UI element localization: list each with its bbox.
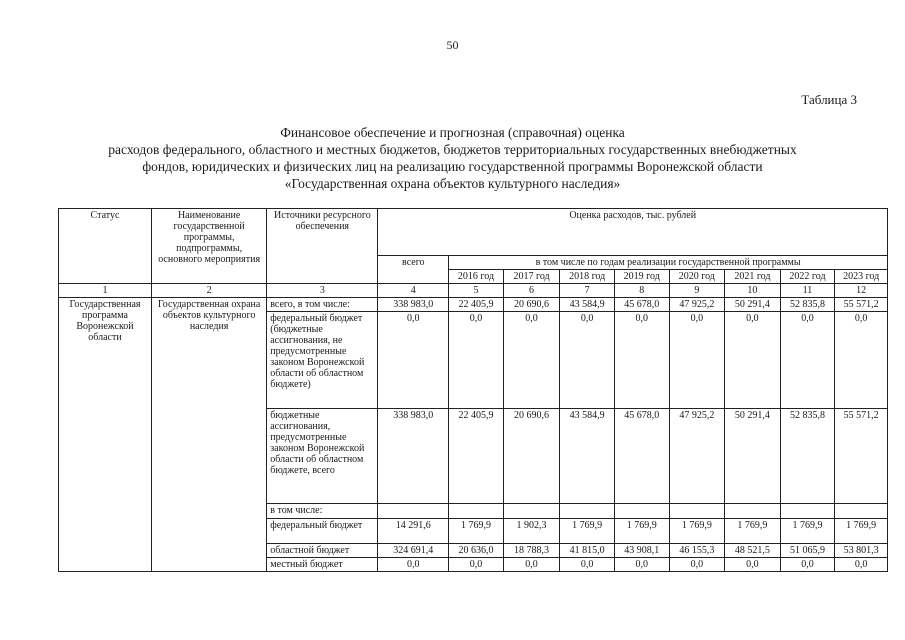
value-cell <box>780 504 835 519</box>
column-number: 1 <box>59 284 152 298</box>
value-cell: 53 801,3 <box>835 544 888 558</box>
column-number: 12 <box>835 284 888 298</box>
header-year: 2019 год <box>614 270 669 284</box>
value-cell: 51 065,9 <box>780 544 835 558</box>
column-number: 8 <box>614 284 669 298</box>
value-cell: 0,0 <box>449 558 504 572</box>
value-cell: 43 908,1 <box>614 544 669 558</box>
value-cell: 52 835,8 <box>780 409 835 504</box>
value-cell: 0,0 <box>449 312 504 409</box>
value-cell: 20 690,6 <box>503 409 560 504</box>
value-cell: 0,0 <box>560 558 615 572</box>
header-year: 2021 год <box>725 270 781 284</box>
value-cell: 0,0 <box>560 312 615 409</box>
source-cell: бюджетные ассигнования, предусмотренные законом Воронежской области об областном бюджете, всего <box>267 409 378 504</box>
column-number: 2 <box>152 284 267 298</box>
header-status: Статус <box>59 209 152 284</box>
value-cell <box>835 504 888 519</box>
source-cell: областной бюджет <box>267 544 378 558</box>
value-cell: 22 405,9 <box>449 409 504 504</box>
title-line: расходов федерального, областного и местных бюджетов, бюджетов территориальных государственных внебюджетных <box>108 142 797 157</box>
total-cell: 14 291,6 <box>378 519 449 544</box>
value-cell: 0,0 <box>725 312 781 409</box>
table-label: Таблица 3 <box>801 92 857 107</box>
value-cell: 1 769,9 <box>835 519 888 544</box>
value-cell: 50 291,4 <box>725 298 781 312</box>
value-cell: 52 835,8 <box>780 298 835 312</box>
value-cell: 0,0 <box>669 312 725 409</box>
value-cell: 1 769,9 <box>669 519 725 544</box>
total-cell <box>378 504 449 519</box>
title-line: «Государственная охрана объектов культурного наследия» <box>284 176 621 191</box>
value-cell: 43 584,9 <box>560 298 615 312</box>
header-by-years: в том числе по годам реализации государственной программы <box>449 256 888 270</box>
value-cell: 41 815,0 <box>560 544 615 558</box>
value-cell: 55 571,2 <box>835 298 888 312</box>
title-line: Финансовое обеспечение и прогнозная (справочная) оценка <box>280 125 625 140</box>
column-number: 11 <box>780 284 835 298</box>
column-number: 4 <box>378 284 449 298</box>
value-cell: 0,0 <box>503 312 560 409</box>
header-year: 2023 год <box>835 270 888 284</box>
value-cell: 1 769,9 <box>449 519 504 544</box>
source-cell: всего, в том числе: <box>267 298 378 312</box>
value-cell: 0,0 <box>835 312 888 409</box>
header-name: Наименование государственной программы, подпрограммы, основного мероприятия <box>152 209 267 284</box>
source-cell: федеральный бюджет <box>267 519 378 544</box>
value-cell: 0,0 <box>835 558 888 572</box>
value-cell: 1 769,9 <box>560 519 615 544</box>
column-number: 10 <box>725 284 781 298</box>
value-cell: 1 769,9 <box>614 519 669 544</box>
program-name-cell: Государственная охрана объектов культурного наследия <box>152 298 267 572</box>
total-cell: 0,0 <box>378 558 449 572</box>
value-cell: 45 678,0 <box>614 409 669 504</box>
value-cell: 20 690,6 <box>503 298 560 312</box>
header-year: 2022 год <box>780 270 835 284</box>
value-cell <box>449 504 504 519</box>
value-cell <box>503 504 560 519</box>
value-cell: 22 405,9 <box>449 298 504 312</box>
column-number: 6 <box>503 284 560 298</box>
header-year: 2017 год <box>503 270 560 284</box>
header-total: всего <box>378 256 449 284</box>
total-cell: 324 691,4 <box>378 544 449 558</box>
header-estimate: Оценка расходов, тыс. рублей <box>378 209 888 256</box>
header-sources: Источники ресурсного обеспечения <box>267 209 378 284</box>
header-year: 2016 год <box>449 270 504 284</box>
value-cell: 0,0 <box>780 558 835 572</box>
status-cell: Государственная программа Воронежской области <box>59 298 152 572</box>
header-year: 2020 год <box>669 270 725 284</box>
value-cell: 0,0 <box>503 558 560 572</box>
value-cell: 55 571,2 <box>835 409 888 504</box>
value-cell: 47 925,2 <box>669 409 725 504</box>
value-cell: 0,0 <box>780 312 835 409</box>
value-cell: 46 155,3 <box>669 544 725 558</box>
page-number: 50 <box>446 38 459 52</box>
value-cell: 1 769,9 <box>725 519 781 544</box>
source-cell: в том числе: <box>267 504 378 519</box>
source-cell: федеральный бюджет (бюджетные ассигнования, не предусмотренные законом Воронежской области об областном бюджете) <box>267 312 378 409</box>
document-title <box>50 124 855 192</box>
value-cell: 0,0 <box>614 558 669 572</box>
title-line: фондов, юридических и физических лиц на реализацию государственной программы Воронежской области <box>142 159 763 174</box>
value-cell: 1 902,3 <box>503 519 560 544</box>
column-number: 7 <box>560 284 615 298</box>
value-cell <box>725 504 781 519</box>
value-cell <box>560 504 615 519</box>
total-cell: 338 983,0 <box>378 409 449 504</box>
value-cell: 45 678,0 <box>614 298 669 312</box>
column-number: 5 <box>449 284 504 298</box>
value-cell: 20 636,0 <box>449 544 504 558</box>
value-cell: 0,0 <box>614 312 669 409</box>
value-cell <box>669 504 725 519</box>
value-cell: 0,0 <box>669 558 725 572</box>
header-year: 2018 год <box>560 270 615 284</box>
value-cell: 1 769,9 <box>780 519 835 544</box>
total-cell: 338 983,0 <box>378 298 449 312</box>
value-cell: 43 584,9 <box>560 409 615 504</box>
value-cell: 50 291,4 <box>725 409 781 504</box>
column-number: 3 <box>267 284 378 298</box>
value-cell: 48 521,5 <box>725 544 781 558</box>
column-number: 9 <box>669 284 725 298</box>
value-cell: 47 925,2 <box>669 298 725 312</box>
value-cell: 0,0 <box>725 558 781 572</box>
value-cell: 18 788,3 <box>503 544 560 558</box>
financing-table <box>58 208 888 572</box>
source-cell: местный бюджет <box>267 558 378 572</box>
value-cell <box>614 504 669 519</box>
total-cell: 0,0 <box>378 312 449 409</box>
